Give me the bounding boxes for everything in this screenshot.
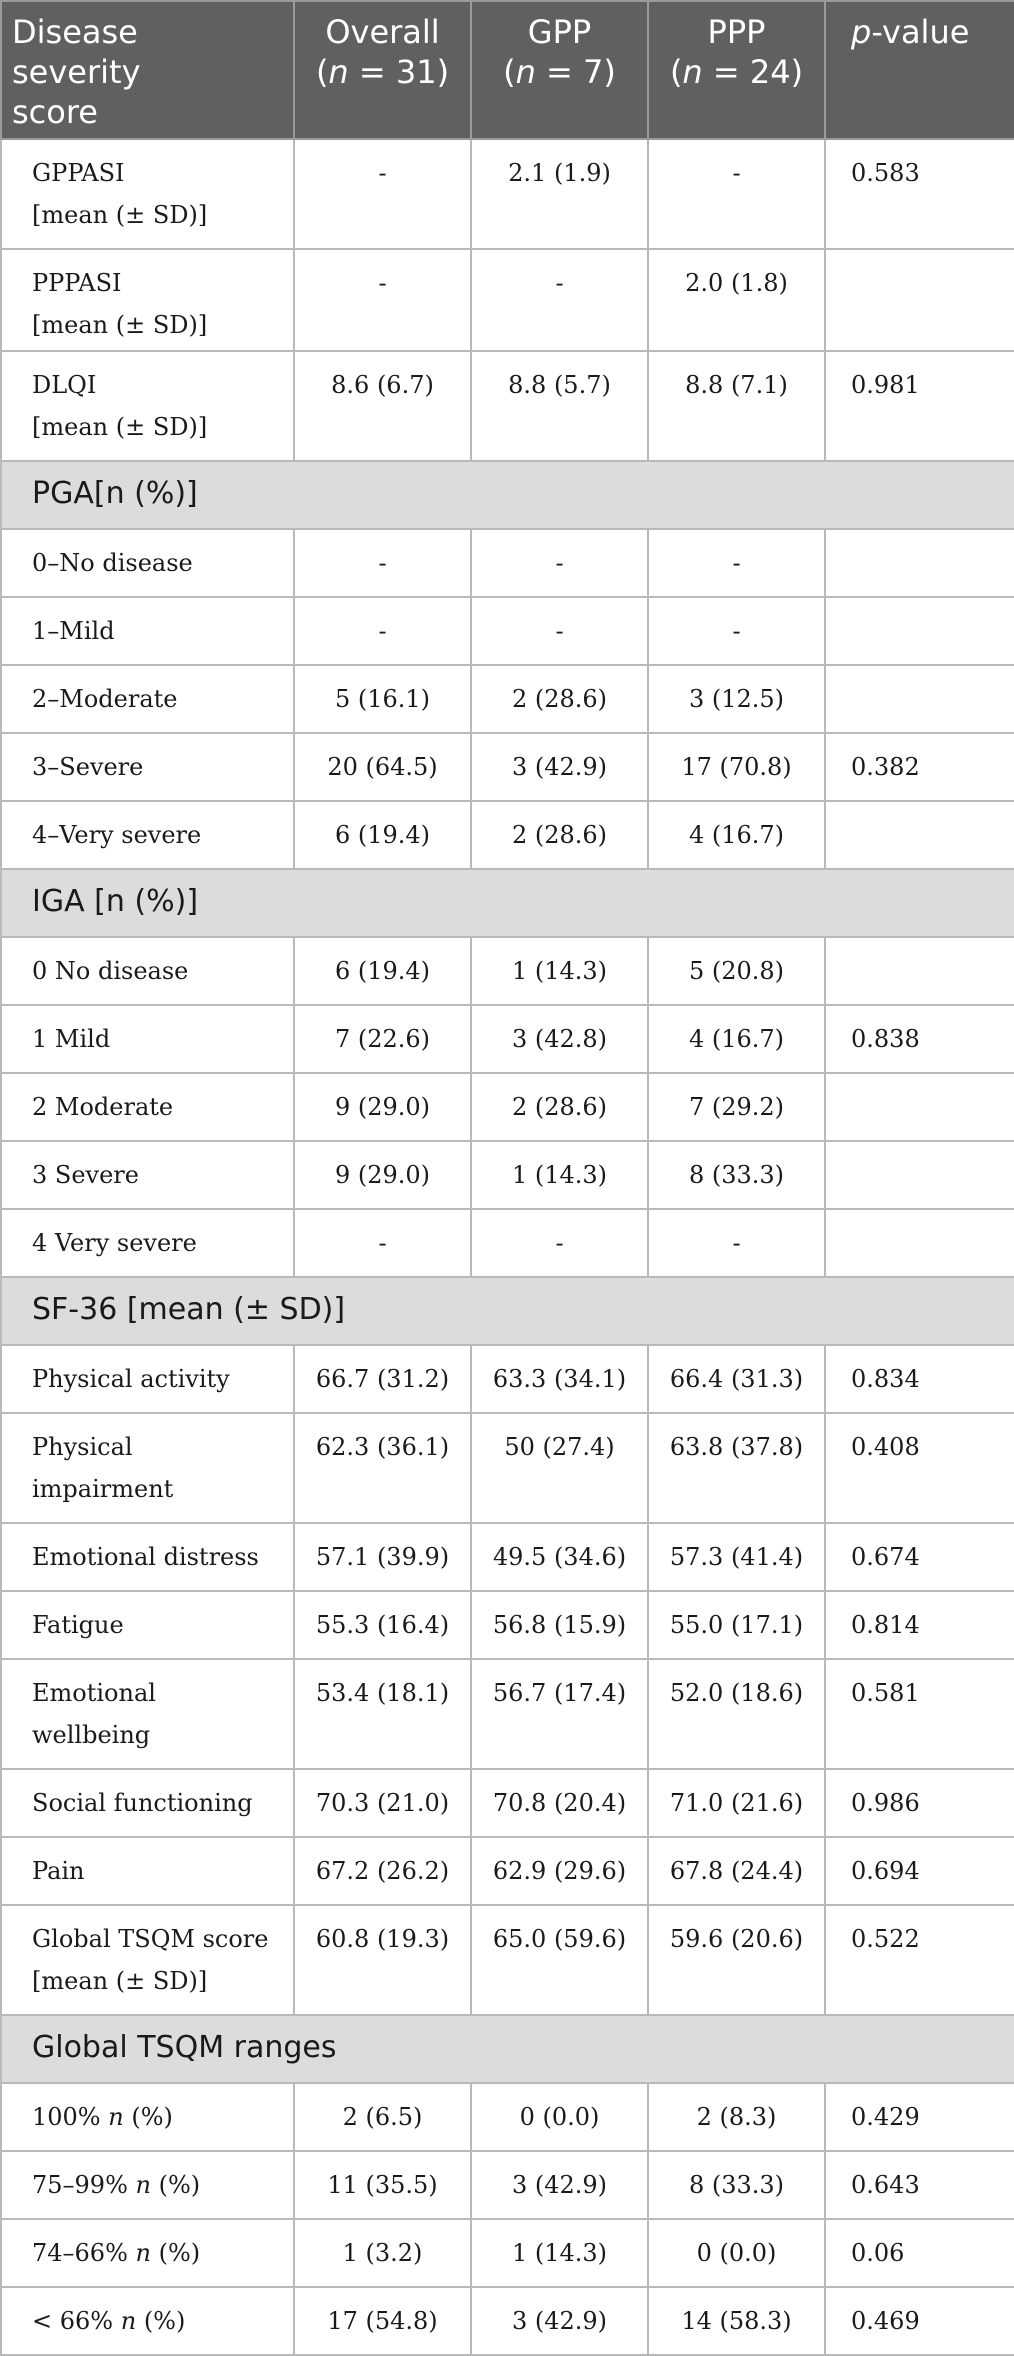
table-row: [1, 1591, 1014, 1659]
header-line: Disease: [12, 13, 138, 51]
cell-ppp: 7 (29.2): [648, 1073, 825, 1141]
cell-ppp: 2.0 (1.8): [648, 249, 825, 351]
cell-p-value: [825, 249, 1014, 351]
table-row: [1, 139, 1014, 249]
cell-overall: 6 (19.4): [294, 801, 471, 869]
cell-overall: -: [294, 139, 471, 249]
cell-overall: 2 (6.5): [294, 2083, 471, 2151]
section-title: PGA[n (%)]: [1, 461, 1014, 529]
cell-overall: 11 (35.5): [294, 2151, 471, 2219]
cell-overall: 6 (19.4): [294, 937, 471, 1005]
section-title: Global TSQM ranges: [1, 2015, 1014, 2083]
cell-p-value: [825, 1073, 1014, 1141]
cell-overall: 17 (54.8): [294, 2287, 471, 2355]
cell-p-value: 0.674: [825, 1523, 1014, 1591]
row-label: 3 Severe: [1, 1141, 294, 1209]
header-p-value: p-value: [825, 1, 1014, 139]
row-label: 74–66% n (%): [1, 2219, 294, 2287]
cell-p-value: 0.583: [825, 139, 1014, 249]
cell-p-value: 0.981: [825, 351, 1014, 461]
cell-p-value: [825, 665, 1014, 733]
cell-gpp: 3 (42.9): [471, 733, 648, 801]
cell-ppp: 8.8 (7.1): [648, 351, 825, 461]
cell-p-value: [825, 801, 1014, 869]
cell-overall: 8.6 (6.7): [294, 351, 471, 461]
table-row: [1, 1769, 1014, 1837]
cell-p-value: 0.469: [825, 2287, 1014, 2355]
cell-gpp: 56.7 (17.4): [471, 1659, 648, 1769]
table-row: [1, 2287, 1014, 2355]
cell-overall: 9 (29.0): [294, 1141, 471, 1209]
row-label: GPPASI [mean (± SD)]: [1, 139, 294, 249]
cell-ppp: -: [648, 597, 825, 665]
cell-p-value: 0.986: [825, 1769, 1014, 1837]
cell-overall: -: [294, 249, 471, 351]
cell-overall: 60.8 (19.3): [294, 1905, 471, 2015]
cell-ppp: 55.0 (17.1): [648, 1591, 825, 1659]
cell-gpp: 8.8 (5.7): [471, 351, 648, 461]
cell-gpp: -: [471, 529, 648, 597]
cell-gpp: 1 (14.3): [471, 937, 648, 1005]
cell-overall: 1 (3.2): [294, 2219, 471, 2287]
cell-overall: -: [294, 529, 471, 597]
table-row: [1, 597, 1014, 665]
cell-ppp: 63.8 (37.8): [648, 1413, 825, 1523]
cell-gpp: 1 (14.3): [471, 1141, 648, 1209]
section-row-sf36: [1, 1277, 1014, 1345]
cell-overall: 55.3 (16.4): [294, 1591, 471, 1659]
row-label: 3–Severe: [1, 733, 294, 801]
table-row: [1, 1837, 1014, 1905]
cell-p-value: [825, 1209, 1014, 1277]
header-gpp: GPP (n = 7): [471, 1, 648, 139]
cell-p-value: [825, 597, 1014, 665]
row-label: Pain: [1, 1837, 294, 1905]
table-row: [1, 1905, 1014, 2015]
row-label: < 66% n (%): [1, 2287, 294, 2355]
cell-gpp: 62.9 (29.6): [471, 1837, 648, 1905]
row-label: Emotional distress: [1, 1523, 294, 1591]
cell-ppp: 8 (33.3): [648, 1141, 825, 1209]
cell-p-value: 0.06: [825, 2219, 1014, 2287]
table-row: [1, 733, 1014, 801]
cell-ppp: 0 (0.0): [648, 2219, 825, 2287]
cell-ppp: -: [648, 139, 825, 249]
row-label: Emotional wellbeing: [1, 1659, 294, 1769]
row-label: Global TSQM score [mean (± SD)]: [1, 1905, 294, 2015]
row-label: Physical activity: [1, 1345, 294, 1413]
table-row: [1, 1659, 1014, 1769]
cell-gpp: 70.8 (20.4): [471, 1769, 648, 1837]
cell-ppp: -: [648, 1209, 825, 1277]
table-row: [1, 529, 1014, 597]
cell-gpp: 3 (42.8): [471, 1005, 648, 1073]
table-row: [1, 1141, 1014, 1209]
cell-ppp: 71.0 (21.6): [648, 1769, 825, 1837]
cell-gpp: -: [471, 249, 648, 351]
cell-ppp: 66.4 (31.3): [648, 1345, 825, 1413]
row-label: 75–99% n (%): [1, 2151, 294, 2219]
cell-overall: 5 (16.1): [294, 665, 471, 733]
cell-overall: 53.4 (18.1): [294, 1659, 471, 1769]
table-row: [1, 2083, 1014, 2151]
row-label: PPPASI [mean (± SD)]: [1, 249, 294, 351]
cell-ppp: 57.3 (41.4): [648, 1523, 825, 1591]
table-row: [1, 1209, 1014, 1277]
table-row: [1, 351, 1014, 461]
table-row: [1, 937, 1014, 1005]
cell-gpp: 65.0 (59.6): [471, 1905, 648, 2015]
cell-overall: 20 (64.5): [294, 733, 471, 801]
cell-ppp: -: [648, 529, 825, 597]
cell-overall: -: [294, 1209, 471, 1277]
cell-ppp: 67.8 (24.4): [648, 1837, 825, 1905]
cell-gpp: 2 (28.6): [471, 665, 648, 733]
table-row: [1, 2151, 1014, 2219]
row-label: Social functioning: [1, 1769, 294, 1837]
row-label: 1 Mild: [1, 1005, 294, 1073]
table-row: [1, 801, 1014, 869]
cell-overall: 62.3 (36.1): [294, 1413, 471, 1523]
cell-ppp: 2 (8.3): [648, 2083, 825, 2151]
cell-gpp: 0 (0.0): [471, 2083, 648, 2151]
section-title: IGA [n (%)]: [1, 869, 1014, 937]
cell-ppp: 4 (16.7): [648, 1005, 825, 1073]
cell-p-value: 0.643: [825, 2151, 1014, 2219]
table-row: [1, 1345, 1014, 1413]
header-line: score: [12, 93, 98, 131]
cell-overall: 57.1 (39.9): [294, 1523, 471, 1591]
cell-p-value: [825, 529, 1014, 597]
cell-ppp: 8 (33.3): [648, 2151, 825, 2219]
table-row: [1, 1523, 1014, 1591]
cell-p-value: 0.814: [825, 1591, 1014, 1659]
cell-ppp: 3 (12.5): [648, 665, 825, 733]
cell-ppp: 59.6 (20.6): [648, 1905, 825, 2015]
cell-ppp: 5 (20.8): [648, 937, 825, 1005]
cell-p-value: 0.838: [825, 1005, 1014, 1073]
cell-ppp: 52.0 (18.6): [648, 1659, 825, 1769]
section-row-pga: [1, 461, 1014, 529]
cell-p-value: 0.522: [825, 1905, 1014, 2015]
cell-gpp: 1 (14.3): [471, 2219, 648, 2287]
section-title: SF-36 [mean (± SD)]: [1, 1277, 1014, 1345]
table-row: [1, 2219, 1014, 2287]
row-label: 0 No disease: [1, 937, 294, 1005]
cell-ppp: 17 (70.8): [648, 733, 825, 801]
header-ppp: PPP (n = 24): [648, 1, 825, 139]
cell-gpp: 2 (28.6): [471, 1073, 648, 1141]
row-label: 0–No disease: [1, 529, 294, 597]
row-label: 2 Moderate: [1, 1073, 294, 1141]
row-label: Fatigue: [1, 1591, 294, 1659]
cell-gpp: 3 (42.9): [471, 2151, 648, 2219]
cell-gpp: 50 (27.4): [471, 1413, 648, 1523]
cell-ppp: 14 (58.3): [648, 2287, 825, 2355]
section-row-iga: [1, 869, 1014, 937]
cell-gpp: 63.3 (34.1): [471, 1345, 648, 1413]
cell-gpp: 56.8 (15.9): [471, 1591, 648, 1659]
cell-p-value: 0.408: [825, 1413, 1014, 1523]
cell-gpp: -: [471, 597, 648, 665]
cell-gpp: 3 (42.9): [471, 2287, 648, 2355]
row-label: 2–Moderate: [1, 665, 294, 733]
cell-ppp: 4 (16.7): [648, 801, 825, 869]
header-overall: Overall (n = 31): [294, 1, 471, 139]
cell-gpp: 2.1 (1.9): [471, 139, 648, 249]
cell-overall: 70.3 (21.0): [294, 1769, 471, 1837]
table-row: [1, 249, 1014, 351]
cell-gpp: -: [471, 1209, 648, 1277]
cell-overall: -: [294, 597, 471, 665]
header-line: severity: [12, 53, 141, 91]
row-label: 4 Very severe: [1, 1209, 294, 1277]
cell-p-value: 0.694: [825, 1837, 1014, 1905]
cell-p-value: 0.581: [825, 1659, 1014, 1769]
cell-overall: 67.2 (26.2): [294, 1837, 471, 1905]
row-label: 100% n (%): [1, 2083, 294, 2151]
row-label: Physical impairment: [1, 1413, 294, 1523]
cell-gpp: 49.5 (34.6): [471, 1523, 648, 1591]
header-disease-severity-score: [1, 1, 294, 139]
table-row: [1, 665, 1014, 733]
header-row: [1, 1, 1014, 139]
cell-overall: 9 (29.0): [294, 1073, 471, 1141]
cell-p-value: [825, 1141, 1014, 1209]
cell-p-value: 0.834: [825, 1345, 1014, 1413]
cell-p-value: [825, 937, 1014, 1005]
row-label: DLQI [mean (± SD)]: [1, 351, 294, 461]
table-row: [1, 1073, 1014, 1141]
table-row: [1, 1413, 1014, 1523]
section-row-tsqm: [1, 2015, 1014, 2083]
row-label: 1–Mild: [1, 597, 294, 665]
cell-gpp: 2 (28.6): [471, 801, 648, 869]
cell-p-value: 0.382: [825, 733, 1014, 801]
row-label: 4–Very severe: [1, 801, 294, 869]
cell-overall: 66.7 (31.2): [294, 1345, 471, 1413]
cell-overall: 7 (22.6): [294, 1005, 471, 1073]
table-row: [1, 1005, 1014, 1073]
cell-p-value: 0.429: [825, 2083, 1014, 2151]
